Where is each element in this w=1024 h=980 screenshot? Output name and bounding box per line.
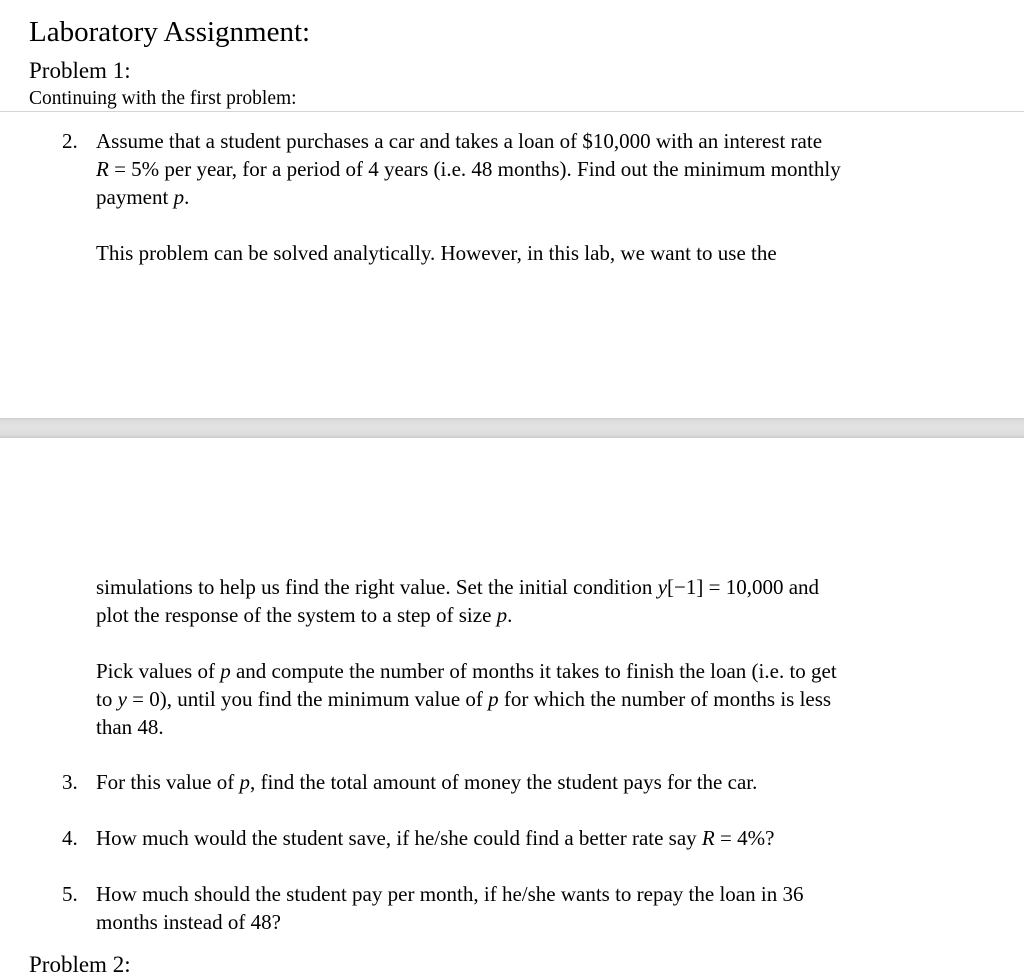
item-5-number: 5. [62, 882, 78, 906]
para-4-line-2-a: to [96, 687, 118, 711]
var-p: p [496, 603, 508, 627]
item-5-line-2: months instead of 48? [96, 910, 281, 934]
var-y: y [117, 687, 127, 711]
item-2-para-4-line-1 [96, 657, 837, 685]
var-R: R [96, 157, 109, 181]
problem-heading: Problem 1: [29, 58, 131, 83]
cut-off-heading [29, 950, 131, 977]
item-4-text-b: = 4%? [714, 826, 775, 850]
item-2-text [96, 127, 841, 211]
item-3-text [96, 768, 757, 796]
item-2-paragraph-2 [96, 239, 777, 267]
var-p: p [220, 659, 231, 683]
para-4-line-1-a: Pick values of [96, 659, 221, 683]
item-2-paragraph-4 [96, 657, 837, 741]
item-2-line-3 [96, 183, 841, 211]
para-3-line-1-b: [−1] = 10,000 and [667, 575, 820, 599]
item-3-text-b: , find the total amount of money the student pays for the car. [249, 770, 758, 794]
var-p: p [239, 770, 250, 794]
item-2-line-2-text: = 5% per year, for a period of 4 years (i.e. 48 months). Find out the minimum monthly [108, 157, 841, 181]
item-2-para-2-line-1: This problem can be solved analytically. However, in this lab, we want to use the [96, 241, 777, 265]
item-4-line-1 [96, 824, 774, 852]
item-2-para-3-line-2 [96, 601, 819, 629]
item-2-line-1: Assume that a student purchases a car and takes a loan of $10,000 with an interest rate [96, 129, 823, 153]
para-4-line-2-b: = 0), until you find the minimum value of [126, 687, 489, 711]
para-3-line-2-a: plot the response of the system to a step of size [96, 603, 497, 627]
item-2-para-4-line-2 [96, 685, 837, 713]
item-2-para-3-line-1 [96, 573, 819, 601]
para-4-line-2-c: for which the number of months is less [498, 687, 832, 711]
item-2-para-4-line-3: than 48. [96, 715, 164, 739]
item-5-text [96, 880, 803, 936]
item-4-number: 4. [62, 826, 78, 850]
item-2-line-3-end: . [184, 185, 190, 209]
item-2-line-2 [96, 155, 841, 183]
divider [0, 111, 1024, 112]
item-2-line-3-text: payment [96, 185, 174, 209]
page-top [0, 0, 1024, 418]
item-5-line-1: How much should the student pay per month, if he/she wants to repay the loan in 36 [96, 882, 804, 906]
item-4-text-a: How much would the student save, if he/she could find a better rate say [96, 826, 702, 850]
var-R: R [701, 826, 715, 850]
item-2-number: 2. [62, 129, 78, 153]
page-separator [0, 418, 1024, 438]
cut-off-heading-text: Problem 2: [29, 952, 131, 977]
page-title: Laboratory Assignment: [29, 16, 311, 48]
var-y: y [657, 575, 668, 599]
var-p: p [173, 185, 185, 209]
para-3-line-2-end: . [507, 603, 513, 627]
para-3-line-1-a: simulations to help us find the right value. Set the initial condition [96, 575, 658, 599]
item-3-number: 3. [62, 770, 78, 794]
item-3-line-1 [96, 768, 757, 796]
continuing-label: Continuing with the first problem: [29, 88, 297, 109]
item-4-text [96, 824, 774, 852]
item-2-paragraph-3 [96, 573, 819, 629]
var-p: p [488, 687, 499, 711]
para-4-line-1-b: and compute the number of months it takes to finish the loan (i.e. to get [230, 659, 837, 683]
item-3-text-a: For this value of [96, 770, 240, 794]
